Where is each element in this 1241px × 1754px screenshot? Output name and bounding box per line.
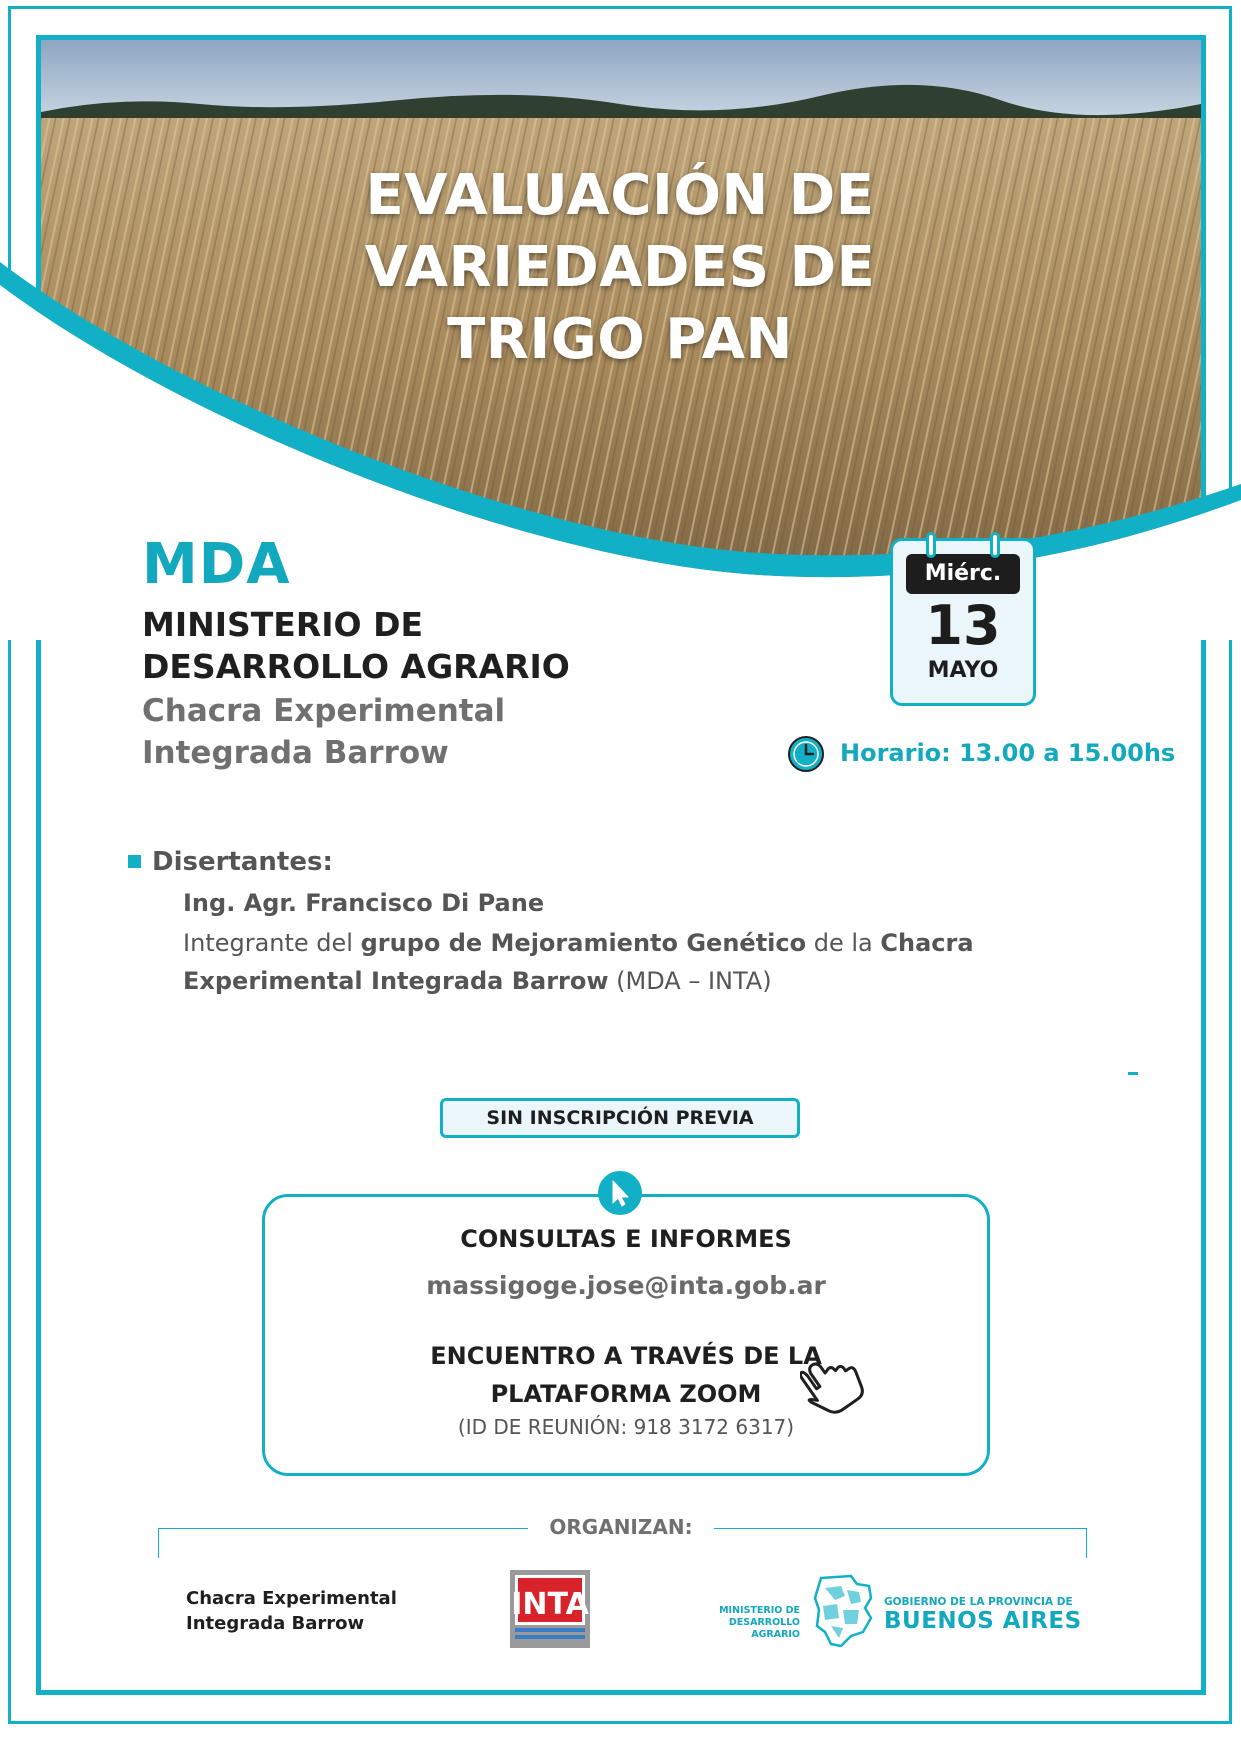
calendar-date (890, 538, 1036, 706)
title-line-1: EVALUACIÓN DE (365, 163, 875, 228)
calendar-month: MAYO (927, 658, 999, 683)
title-line-2: VARIEDADES DE (364, 235, 876, 300)
calendar-day: 13 (925, 594, 1001, 657)
org-name (142, 604, 570, 688)
pba-logo-small: GOBIERNO DE LA PROVINCIA DE (884, 1596, 1073, 1608)
schedule-text: Horario: 13.00 a 15.00hs (840, 739, 1176, 767)
inta-logo (510, 1570, 590, 1648)
bullet-icon (128, 855, 141, 868)
org-abbreviation: MDA (142, 532, 291, 597)
zoom-line-1: ENCUENTRO A TRAVÉS DE LA (430, 1342, 822, 1370)
meeting-id: (ID DE REUNIÓN: 918 3172 6317) (457, 1415, 795, 1439)
cursor-icon (597, 1170, 643, 1216)
contact-box (262, 1194, 990, 1476)
divider-dash (1128, 1072, 1138, 1075)
speaker-name: Ing. Agr. Francisco Di Pane (183, 889, 545, 917)
speaker-desc-institution: Chacra Experimental Integrada Barrow (183, 929, 974, 995)
organizers-divider-tick (1086, 1528, 1087, 1558)
inta-logo-text: INTA (511, 1587, 589, 1622)
organizers-divider-right (714, 1528, 1086, 1529)
contact-title: CONSULTAS E INFORMES (460, 1225, 792, 1253)
mda-logo (684, 1605, 800, 1641)
speakers-label: Disertantes: (152, 847, 333, 877)
title-line-3: TRIGO PAN (447, 307, 793, 372)
registration-badge: SIN INSCRIPCIÓN PREVIA (440, 1098, 800, 1138)
zoom-line-2: PLATAFORMA ZOOM (490, 1380, 762, 1408)
speaker-desc-text: (MDA – INTA) (608, 967, 772, 995)
speaker-desc-group: grupo de Mejoramiento Genético (360, 929, 807, 957)
chacra-logo-line-1: Chacra Experimental (186, 1588, 397, 1609)
calendar-weekday: Miérc. (906, 554, 1020, 594)
org-sub-line-2: Integrada Barrow (142, 735, 449, 771)
province-map-icon (811, 1574, 875, 1650)
chacra-logo-line-2: Integrada Barrow (186, 1613, 365, 1634)
chacra-logo (186, 1586, 397, 1636)
org-sub-line-1: Chacra Experimental (142, 693, 506, 729)
event-title (260, 160, 980, 376)
mda-logo-line-1: MINISTERIO DE (719, 1605, 800, 1616)
organizers-divider-left (158, 1528, 528, 1529)
pointing-hand-icon (800, 1347, 870, 1417)
speaker-description (183, 924, 1123, 1000)
organizers-label: ORGANIZAN: (549, 1515, 693, 1539)
contact-email[interactable]: massigoge.jose@inta.gob.ar (426, 1271, 826, 1300)
zoom-meeting-text[interactable] (265, 1337, 987, 1413)
org-name-line-1: MINISTERIO DE (142, 605, 423, 644)
calendar-ring (990, 532, 1000, 558)
clock-icon (787, 735, 825, 773)
speaker-desc-text: de la (806, 929, 881, 957)
pba-logo-big: BUENOS AIRES (884, 1608, 1082, 1634)
calendar-ring (926, 532, 936, 558)
speaker-desc-text: Integrante del (183, 929, 361, 957)
org-subtitle (142, 690, 505, 774)
organizers-divider-tick (158, 1528, 159, 1558)
org-name-line-2: DESARROLLO AGRARIO (142, 647, 570, 686)
mda-logo-line-2: DESARROLLO AGRARIO (728, 1617, 800, 1640)
